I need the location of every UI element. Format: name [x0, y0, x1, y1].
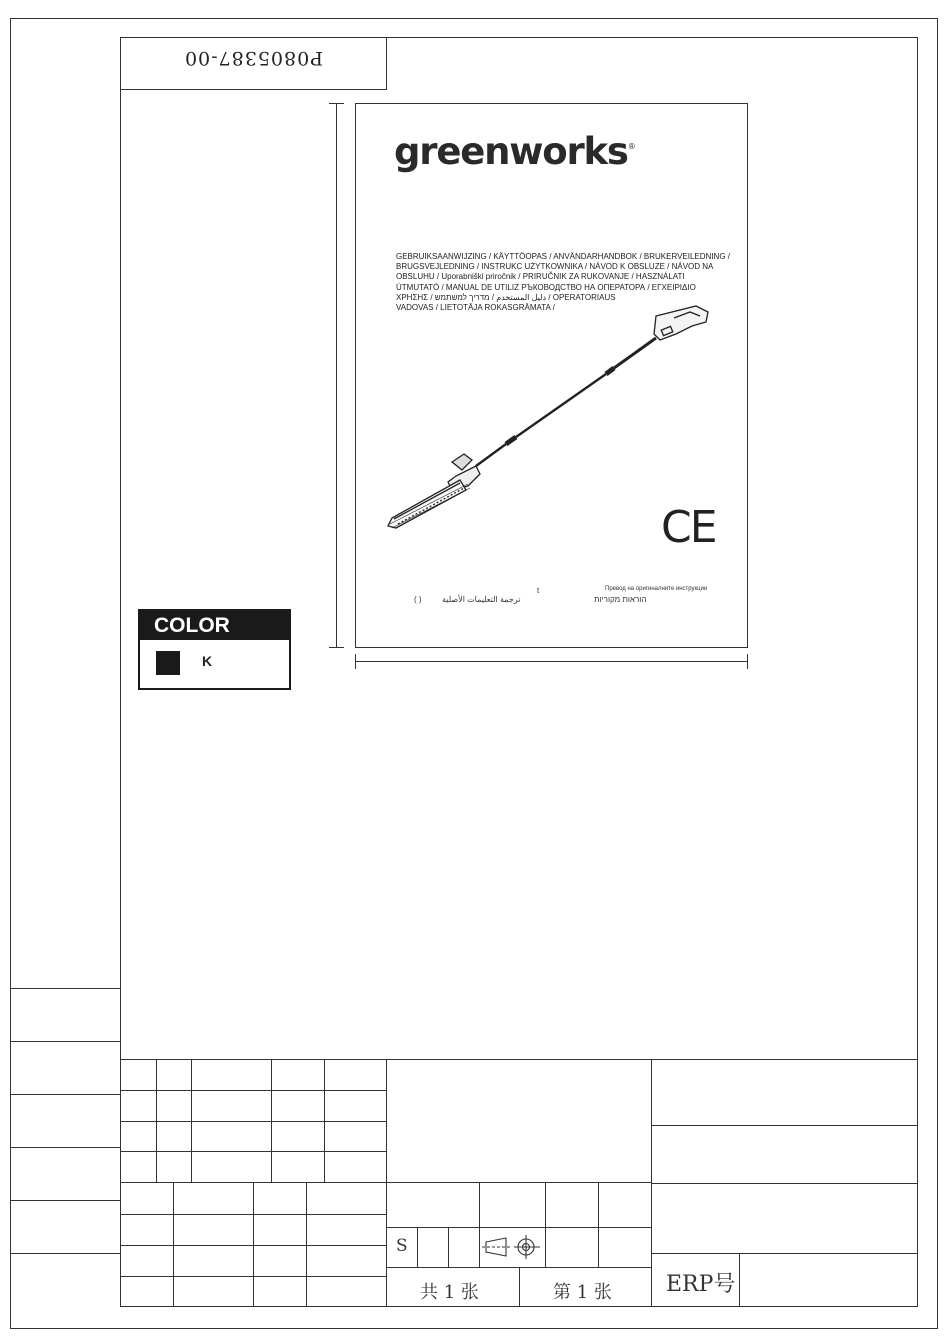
tb-hline [651, 1125, 918, 1126]
brand-name: greenworks [394, 130, 628, 173]
sheet-number: 第 1 张 [553, 1282, 612, 1303]
manual-title-line: ΧΡΗΣΗΣ / دليل المستخدم / מדריך למשתמש / OPERATORIAUS [396, 292, 616, 302]
title-block-top [120, 1059, 918, 1060]
tb-hline [120, 1151, 386, 1152]
tb-vline [479, 1182, 480, 1267]
color-swatch [156, 651, 180, 675]
dimension-tick [747, 654, 748, 669]
tb-hline [120, 1276, 386, 1277]
footer-translation-he: הוראות מקוריות [594, 595, 647, 604]
footer-translation-ar: ترجمة التعليمات الأصلية [442, 595, 521, 604]
dimension-line-horizontal [355, 661, 748, 662]
manual-cover [355, 103, 748, 648]
color-box [138, 609, 291, 690]
color-swatch-label: K [202, 653, 213, 669]
tb-hline [651, 1253, 918, 1254]
dimension-tick [329, 103, 344, 104]
color-title: COLOR [154, 614, 230, 637]
manual-title-line: GEBRUIKSAANWIJZING / KÄYTTÖOPAS / ANVÄNDARHANDBOK / BRUKERVEILEDNING / [396, 252, 730, 261]
tb-vline [417, 1227, 418, 1267]
manual-title-line: OBSLUHU / Uporabniški priročnik / PRIRUČNIK ZA RUKOVANJE / HASZNÁLATI [396, 272, 685, 282]
manual-title-line: BRUGSVEJLEDNING / INSTRUKC UŻYTKOWNIKA / NÁVOD K OBSLUZE / NÁVOD NA [396, 262, 714, 272]
projection-symbol-icon [482, 1234, 542, 1260]
left-col-divider [10, 1253, 120, 1254]
tb-hline [120, 1090, 386, 1091]
dimension-tick [329, 647, 344, 648]
tb-vline [598, 1182, 599, 1267]
part-number: P0805387-00 [184, 47, 323, 69]
tb-hline [651, 1183, 918, 1184]
left-col-divider [10, 1200, 120, 1201]
tb-hline [120, 1182, 652, 1183]
manual-title-line: ÚTMUTATÓ / MANUAL DE UTILIZ РЪКОВОДСТВО НА ОПЕРАТОРА / ΕΓΧΕΙΡΙΔΙΟ [396, 282, 696, 292]
left-col-divider [10, 1041, 120, 1042]
tb-hline [120, 1245, 386, 1246]
tb-vline [545, 1182, 546, 1267]
manual-title-line: VADOVAS / LIETOTĀJA ROKASGRĀMATA / [396, 303, 555, 313]
footer-translation-bg: Превод на оригиналните инструкции [605, 586, 708, 592]
scale-s-label: S [396, 1236, 408, 1256]
footer-mark: t [537, 586, 540, 595]
tb-hline [120, 1121, 386, 1122]
erp-label: ERP号 [666, 1272, 736, 1297]
left-col-divider [10, 1094, 120, 1095]
footer-translation-paren: ( ) [414, 595, 422, 604]
dimension-line-vertical [336, 103, 337, 648]
tb-vline [448, 1227, 449, 1267]
tb-vline [739, 1253, 740, 1307]
tb-vline [519, 1267, 520, 1307]
tb-hline [386, 1227, 652, 1228]
ce-mark: CE [661, 502, 716, 553]
dimension-tick [355, 654, 356, 669]
left-col-divider [10, 988, 120, 989]
left-col-divider [10, 1147, 120, 1148]
total-sheets: 共 1 张 [420, 1282, 479, 1303]
tb-vline [386, 1059, 387, 1307]
color-box-title [140, 611, 289, 640]
pole-hedge-trimmer-illustration [356, 304, 749, 534]
registered-mark: ® [627, 142, 635, 151]
brand-logo [394, 130, 635, 173]
tb-hline [120, 1214, 386, 1215]
